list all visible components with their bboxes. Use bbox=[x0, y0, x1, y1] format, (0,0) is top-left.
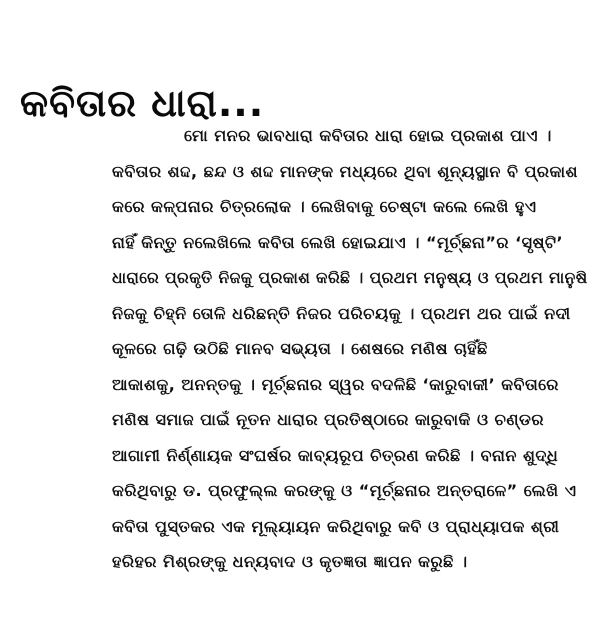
text-line: ମଣିଷ ସମାଜ ପାଇଁ ନୂତନ ଧାରାର ପ୍ରତିଷ୍ଠାରେ କାରୁବାକି ଓ ଚଣ୍ଡର bbox=[112, 410, 544, 429]
text-line: ନାହିଁ କିନ୍ତୁ ନଲେଖିଲେ କବିତା ଲେଖି ହୋଇଯାଏ । “ମୂର୍ଚ୍ଛନା”ର ‘ସୃଷ୍ଟି’ bbox=[112, 232, 564, 252]
text-line: କରେ କଳ୍ପନାର ଚିତ୍ରଲୋକ । ଲେଖିବାକୁ ଚେଷ୍ଟା କଲେ ଲେଖି ହୁଏ bbox=[112, 197, 537, 216]
text-line: ମୋ ମନର ଭାବଧାରା କବିତାର ଧାରା ହୋଇ ପ୍ରକାଶ ପାଏ । bbox=[184, 126, 552, 145]
text-line: କରିଥିବାରୁ ଡ. ପ୍ରଫୁଲ୍ଲ କରଙ୍କୁ ଓ “ମୂର୍ଚ୍ଛନାର ଅନ୍ତରାଳେ” ଲେଖି ଏ bbox=[112, 481, 577, 500]
text-line: ଆଗାମୀ ନିର୍ଣ୍ଣାୟକ ସଂଘର୍ଷର କାବ୍ୟରୂପ ଚିତ୍ରଣ କରିଛି । ବନାନ ଶୁଦ୍ଧି bbox=[112, 445, 559, 465]
text-line: ଧାରାରେ ପ୍ରକୃତି ନିଜକୁ ପ୍ରକାଶ କରିଛି । ପ୍ରଥମ ମନୁଷ୍ୟ ଓ ପ୍ରଥମ ମାନୁଷି bbox=[112, 268, 588, 287]
page-title: କବିତାର ଧାରା... bbox=[20, 81, 265, 125]
text-line: କବିତା ପୁସ୍ତକର ଏକ ମୂଲ୍ୟାୟନ କରିଥିବାରୁ କବି ଓ ପ୍ରାଧ୍ୟାପକ ଶ୍ରୀ bbox=[112, 516, 560, 536]
body-paragraph bbox=[112, 118, 588, 580]
text-line: କବିତାର ଶଦ୍ଦ, ଛନ୍ଦ ଓ ଶଦ୍ଦ ମାନଙ୍କ ମଧ୍ୟରେ ଥିବା ଶୂନ୍ୟସ୍ଥାନ ବି ପ୍ରକାଶ bbox=[112, 161, 578, 181]
text-line: କୂଳରେ ଗଢ଼ି ଉଠିଛି ମାନବ ସଭ୍ୟତା । ଶେଷରେ ମଣିଷ ଚାହିଁଛି bbox=[112, 339, 488, 358]
text-line: ଆକାଶକୁ, ଅନନ୍ତକୁ । ମୂର୍ଚ୍ଛନାର ସ୍ୱର ବଦଳିଛି ‘କାରୁବାକୀ’ କବିତାରେ bbox=[112, 374, 559, 394]
text-line: ନିଜକୁ ଚିହ୍ନି ତୋଳି ଧରିଛନ୍ତି ନିଜର ପରିଚୟକୁ । ପ୍ରଥମ ଥର ପାଇଁ ନଦୀ bbox=[112, 303, 571, 323]
text-line: ହରିହର ମିଶ୍ରଙ୍କୁ ଧନ୍ୟବାଦ ଓ କୃତଜ୍ଞତା ଜ୍ଞାପନ କରୁଛି । bbox=[112, 552, 468, 571]
